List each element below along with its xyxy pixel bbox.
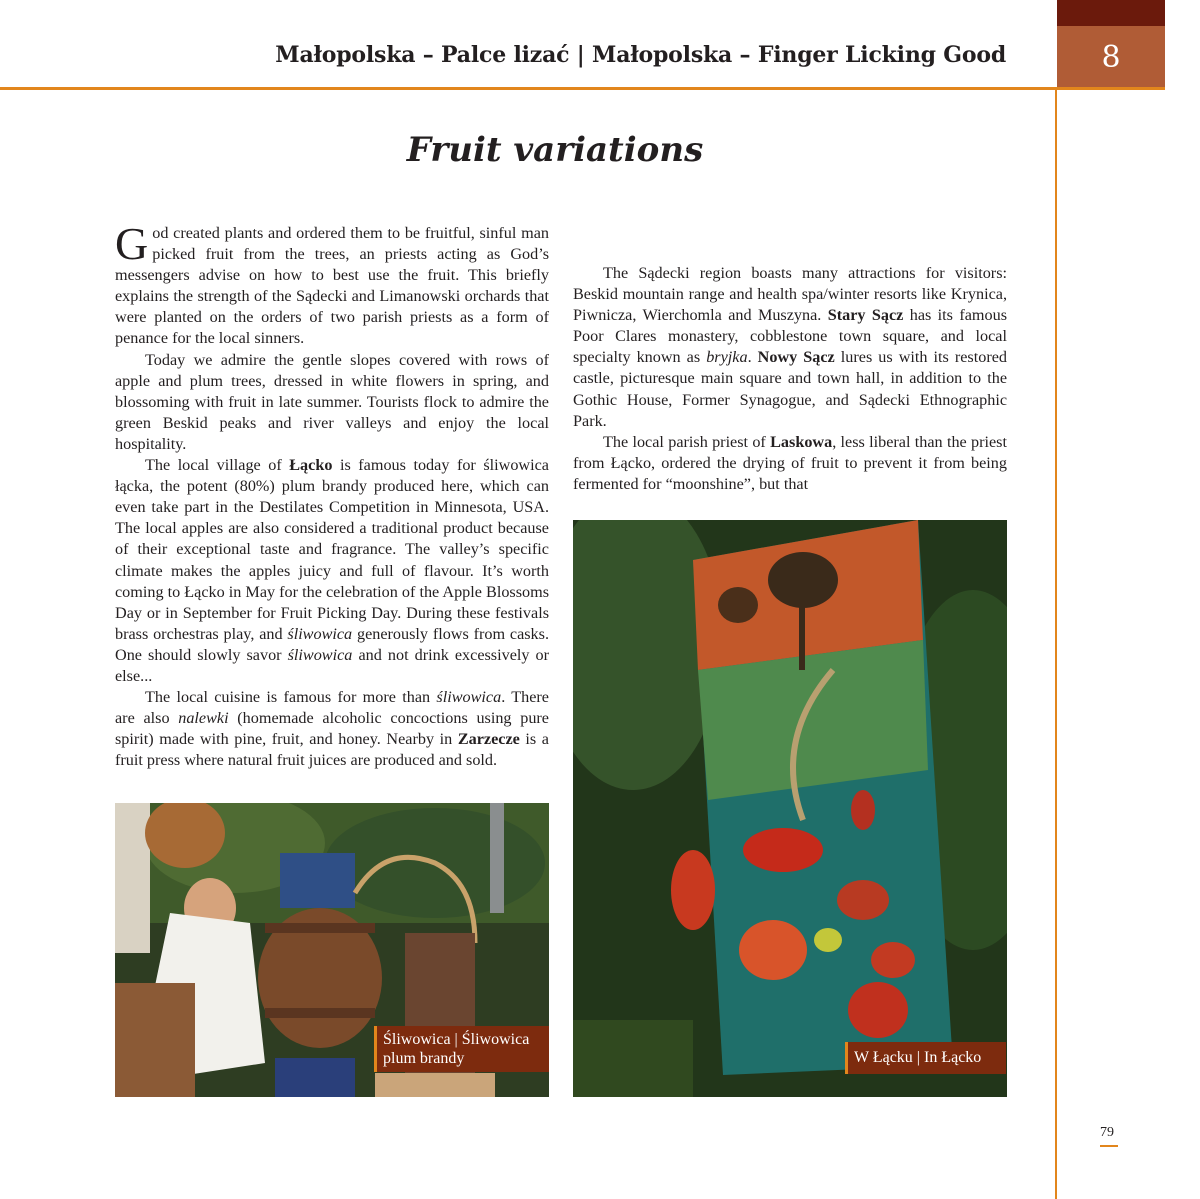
paragraph-2: Today we admire the gentle slopes covered with rows of apple and plum trees, dressed in white flowers in spring, and blossoming with fruit in late summer. Tourists flock to admire the green Beskid peaks and river valleys and enjoy the local hospitality. [115, 350, 549, 453]
caption-plum-brandy: Śliwowica | Śliwowica plum brandy [374, 1026, 549, 1072]
paragraph-4: The local cuisine is famous for more than śliwowica. There are also nalewki (homemade alcoholic concoctions using pure spirit) made with pine, fruit, and honey. Nearby in Zarzecze is a fruit press where natural fruit juices are produced and sold. [115, 688, 549, 770]
chapter-number-box [1057, 26, 1165, 88]
header-rule [0, 87, 1165, 90]
article-column-left [115, 218, 550, 771]
paragraph-1: God created plants and ordered them to be fruitful, sinful man picked fruit from the trees, an priests acting as God’s messengers advise on how to best use the fruit. This briefly explains the strength of the Sądecki and Limanowski orchards that were planted on the orders of two parish priests as a form of penance for the local sinners. [115, 218, 549, 348]
photo-painting-illustration [573, 520, 1007, 1097]
paragraph-5: The Sądecki region boasts many attractions for visitors: Beskid mountain range and health spa/winter resorts like Krynica, Piwnicza, Wierchomla and Muszyna. Stary Sącz has its famous Poor Clares monastery, cobblestone town square, and local specialty known as bryjka. Nowy Sącz lures us with its restored castle, picturesque main square and town hall, in addition to the Gothic House, Former Synagogue, and Sądecki Ethnographic Park. [573, 264, 1008, 430]
watermark: wedlinydomowe.pl [285, 1092, 860, 1150]
drop-cap: G [115, 218, 149, 269]
paragraph-6: The local parish priest of Laskowa, less liberal than the priest from Łącko, ordered the drying of fruit to prevent it from being fermented for “moonshine”, but that [573, 432, 1007, 493]
photo-painting-lacko [573, 520, 1007, 1097]
chapter-tab-top [1057, 0, 1165, 26]
paragraph-3: The local village of Łącko is famous today for śliwowica łącka, the potent (80%) plum brandy produced here, which can even take part in the Destilates Competition in Minnesota, USA. The local apples are also considered a traditional product because of their exceptional taste and fragrance. The valley’s specific climate makes the apples juicy and full of flavour. It’s worth coming to Łącko in May for the celebration of the Apple Blossoms Day or in September for Fruit Picking Day. During these festivals brass orchestras play, and śliwowica generously flows from casks. One should slowly savor śliwowica and not drink excessively or else... [115, 456, 550, 685]
running-header-title: Małopolska – Palce lizać | Małopolska – Finger Licking Good [275, 42, 1006, 68]
section-title: Fruit variations [406, 130, 704, 170]
column-continuation-spacer [573, 221, 1007, 263]
page-number: 79 [1100, 1125, 1114, 1140]
side-rule [1055, 89, 1057, 1199]
chapter-number: 8 [1101, 39, 1121, 75]
article-column-right [573, 221, 1007, 495]
caption-in-lacko: W Łącku | In Łącko [845, 1042, 1006, 1074]
page-number-rule [1100, 1145, 1118, 1147]
